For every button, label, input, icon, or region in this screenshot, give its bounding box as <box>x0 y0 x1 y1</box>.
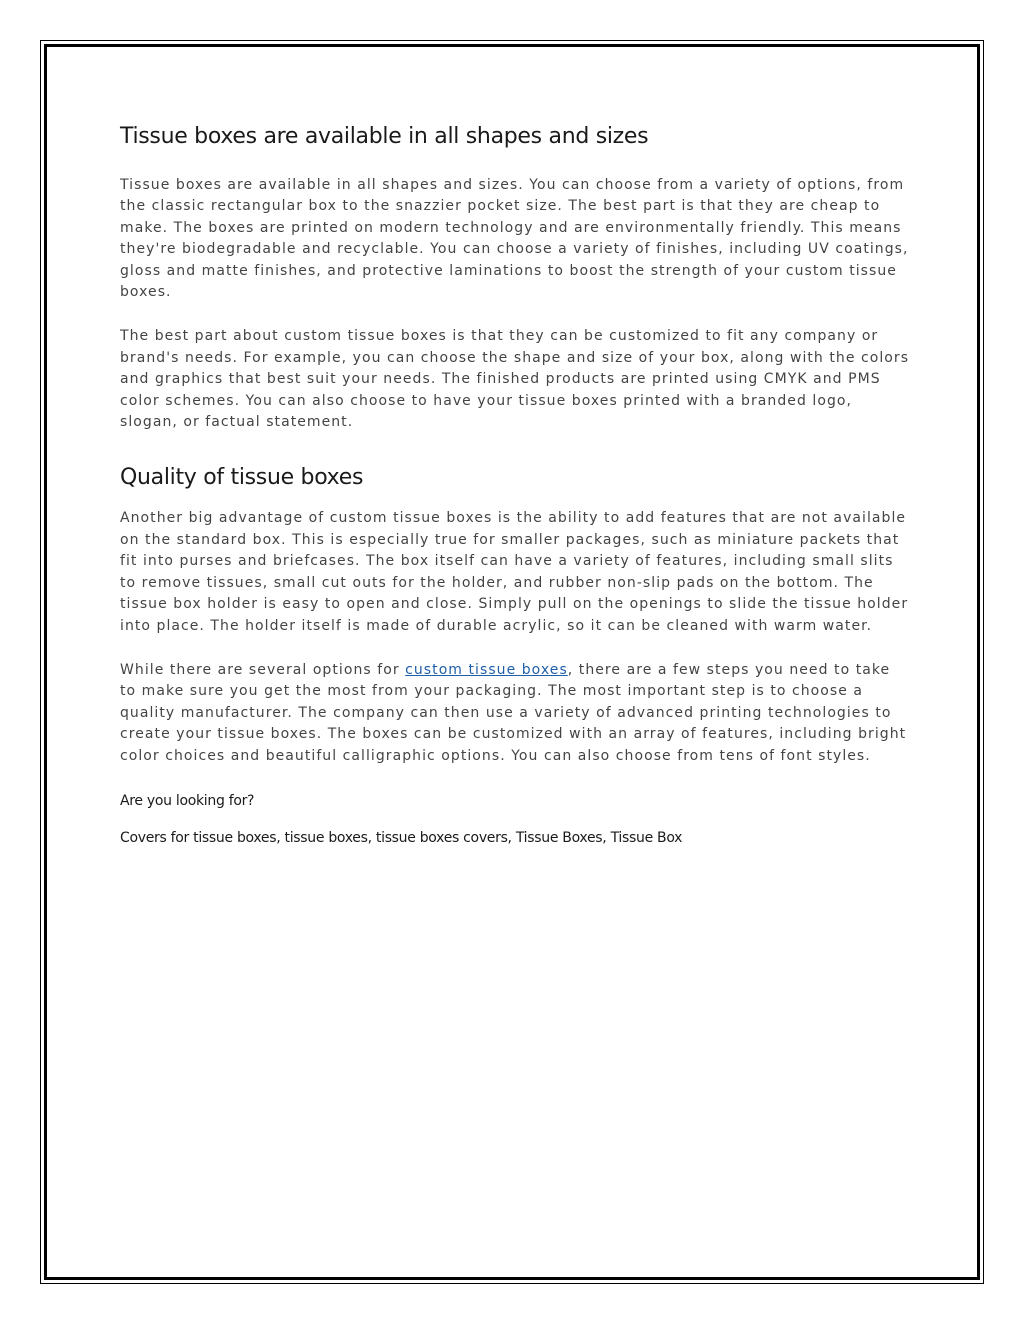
paragraph-text-after-link: , there are a few steps you need to take to make sure you get the most from your packaging. The most important step is to choose a quality manufacturer. The company can then use a variety of advanced printing technologies to create your tissue boxes. The boxes can be customized with an array of features, including bright color choices and beautiful calligraphic options. You can also choose from tens of font styles. <box>120 661 907 764</box>
section1-paragraph-1: Tissue boxes are available in all shapes and sizes. You can choose from a variety of options, from the classic rectangular box to the snazzier pocket size. The best part is that they are cheap to make. The boxes are printed on modern technology and are environmentally friendly. This means they're biodegradable and recyclable. You can choose a variety of finishes, including UV coatings, gloss and matte finishes, and protective laminations to boost the strength of your custom tissue boxes. <box>120 177 909 301</box>
section1-heading: Tissue boxes are available in all shapes and sizes <box>120 124 649 149</box>
section2-paragraph-1: Another big advantage of custom tissue boxes is the ability to add features that are not available on the standard box. This is especially true for smaller packages, such as miniature packets that fit into purses and briefcases. The box itself can have a variety of features, including small slits to remove tissues, small cut outs for the holder, and rubber non-slip pads on the bottom. The tissue box holder is easy to open and close. Simply pull on the openings to slide the tissue holder into place. The holder itself is made of durable acrylic, so it can be cleaned with warm water. <box>120 510 909 634</box>
keywords-line: Covers for tissue boxes, tissue boxes, tissue boxes covers, Tissue Boxes, Tissue Box <box>120 829 683 846</box>
document-content <box>120 118 910 864</box>
section2-paragraph-2 <box>120 660 910 767</box>
custom-tissue-boxes-link[interactable]: custom tissue boxes <box>405 661 568 678</box>
section2-heading: Quality of tissue boxes <box>120 465 364 491</box>
paragraph-text-before-link: While there are several options for <box>120 661 406 678</box>
section1-paragraph-2: The best part about custom tissue boxes is that they can be customized to fit any company or brand's needs. For example, you can choose the shape and size of your box, along with the colors and graphics that best suit your needs. The finished products are printed using CMYK and PMS color schemes. You can also choose to have your tissue boxes printed with a branded logo, slogan, or factual statement. <box>120 328 910 431</box>
looking-for-label: Are you looking for? <box>120 792 255 809</box>
